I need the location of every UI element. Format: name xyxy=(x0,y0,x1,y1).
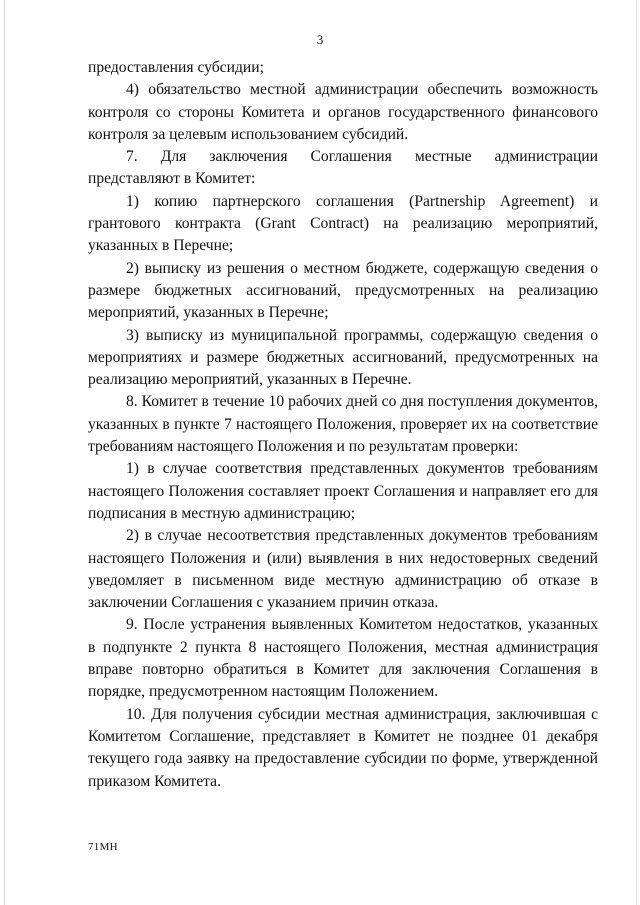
paragraph-8-2: 2) в случае несоответствия представленных документов требованиям настоящего Положения и (или) выявления в них недостоверных сведений уведомляет в письменном виде местную администрацию об отказе в заключении Соглашения с указанием причин отказа. xyxy=(88,527,598,612)
paragraph-7-3: 3) выписку из муниципальной программы, содержащую сведения о мероприятиях и размере бюджетных ассигнований, предусмотренных на реализацию мероприятий, указанных в Перечне. xyxy=(88,326,598,389)
document-body xyxy=(88,57,598,793)
paragraph-7-2: 2) выписку из решения о местном бюджете, содержащую сведения о размере бюджетных ассигнований, предусмотренных на реализацию мероприятий, указанных в Перечне; xyxy=(88,259,598,322)
page-number: 3 xyxy=(316,32,324,47)
paragraph-10: 10. Для получения субсидии местная администрация, заключившая с Комитетом Соглашение, представляет в Комитет не позднее 01 декабря текущего года заявку на предоставление субсидии по форме, утвержденной приказом Комитета. xyxy=(88,705,598,790)
paragraph-item-6-4: 4) обязательство местной администрации обеспечить возможность контроля со стороны Комитета и органов государственного финансового контроля за целевым использованием субсидий. xyxy=(88,81,598,143)
paragraph-7: 7. Для заключения Соглашения местные администрации представляют в Комитет: xyxy=(88,148,598,188)
scan-edge-left xyxy=(4,0,5,905)
scan-edge-right xyxy=(636,0,637,905)
paragraph-8: 8. Комитет в течение 10 рабочих дней со дня поступления документов, указанных в пункте 7 настоящего Положения, проверяет их на соответствие требованиям настоящего Положения и по результатам проверки: xyxy=(88,393,598,456)
paragraph-continuation: предоставления субсидии; xyxy=(88,59,264,76)
paragraph-9: 9. После устранения выявленных Комитетом недостатков, указанных в подпункте 2 пункта 8 настоящего Положения, местная администрация вправе повторно обратиться в Комитет для заключения Соглашения в порядке, предусмотренном настоящим Положением. xyxy=(88,616,598,701)
paragraph-7-1: 1) копию партнерского соглашения (Partnership Agreement) и грантового контракта (Grant Contract) на реализацию мероприятий, указанных в Перечне; xyxy=(88,192,598,255)
paragraph-8-1: 1) в случае соответствия представленных документов требованиям настоящего Положения составляет проект Соглашения и направляет его для подписания в местную администрацию; xyxy=(88,460,598,522)
footer-document-code: 71МН xyxy=(88,841,118,853)
